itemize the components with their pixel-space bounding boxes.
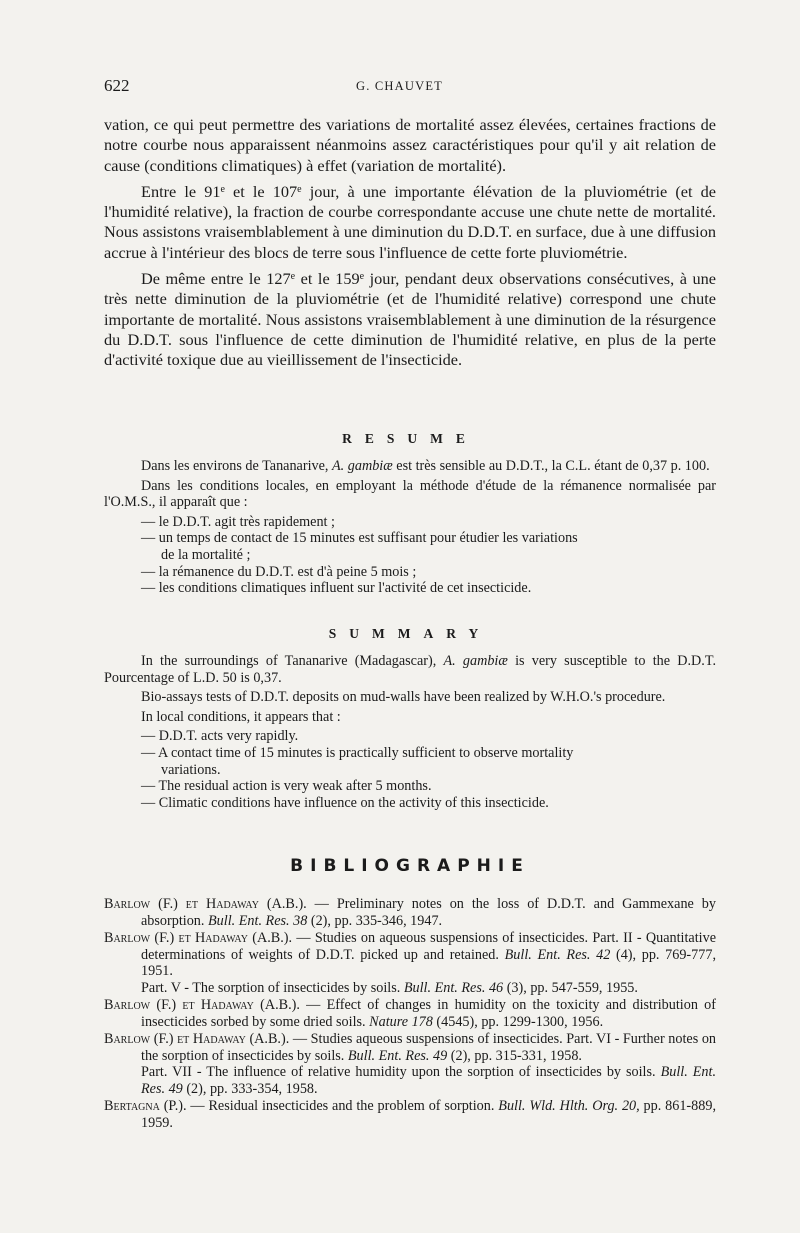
bibliography-section: [104, 856, 716, 1132]
resume-section: [104, 431, 716, 597]
list-item: — D.D.T. acts very rapidly.: [141, 728, 299, 745]
list-item: — un temps de contact de 15 minutes est suffisant pour étudier les variations: [141, 530, 578, 547]
reference: Barlow (F.) et Hadaway (A.B.). — Studies aqueous suspensions of insecticides. Part. VI - Further notes on the sorption of insecticides by soils. Bull. Ent. Res. 49 (2), pp. 315-331, 1958. Part. VII - The influence of relative humidity upon the sorption of insecticides by soils. Bull. Ent. Res. 49 (2), pp. 333-354, 1958.: [104, 1031, 717, 1097]
list-item: — The residual action is very weak after 5 months.: [141, 778, 432, 795]
paragraph: vation, ce qui peut permettre des variations de mortalité assez élevées, certaines fractions de notre courbe nous apparaissent néanmoins assez caractéristiques pour qu'il y ait relation de cause (conditions climatiques) à effet (variation de mortalité).: [104, 115, 716, 175]
paragraph: Dans les environs de Tananarive, A. gambiæ est très sensible au D.D.T., la C.L. étant de 0,37 p. 100.: [141, 458, 710, 474]
reference-list: [104, 896, 716, 1131]
list-item: — A contact time of 15 minutes is practically sufficient to observe mortality: [141, 744, 574, 761]
abstract: [104, 653, 716, 811]
list-item: — Climatic conditions have influence on the activity of this insecticide.: [141, 794, 549, 811]
list-item: de la mortalité ;: [161, 546, 251, 563]
reference: Bertagna (P.). — Residual insecticides and the problem of sorption. Bull. Wld. Hlth. Org. 20, pp. 861-889, 1959.: [104, 1098, 716, 1131]
list-item: — les conditions climatiques influent sur l'activité de cet insecticide.: [141, 580, 532, 597]
reference: Barlow (F.) et Hadaway (A.B.). — Studies on aqueous suspensions of insecticides. Part. II - Quantitative determinations of weights of D.D.T. picked up and retained. Bull. Ent. Res. 42 (4), pp. 769-777, 1951. Part. V - The sorption of insecticides by soils. Bull. Ent. Res. 46 (3), pp. 547-559, 1955.: [104, 930, 716, 996]
summary-section: [104, 626, 716, 811]
reference: Barlow (F.) et Hadaway (A.B.). — Effect of changes in humidity on the toxicity and distribution of insecticides sorbed by some dried soils. Nature 178 (4545), pp. 1299-1300, 1956.: [104, 997, 716, 1030]
section-title: SUMMARY: [328, 626, 492, 641]
bibliography-title: BIBLIOGRAPHIE: [290, 856, 530, 876]
paragraph: In the surroundings of Tananarive (Madagascar), A. gambiæ is very susceptible to the D.D.T. Pourcentage of L.D. 50 is 0,37.: [104, 653, 716, 686]
paragraph: Bio-assays tests of D.D.T. deposits on mud-walls have been realized by W.H.O.'s procedure.: [141, 689, 666, 706]
body-text: [104, 115, 716, 377]
paragraph: De même entre le 127e et le 159e jour, pendant deux observations consécutives, à une très nette diminution de la pluviométrie (et de l'humidité relative) correspond une chute importante de mortalité. Nous assistons vraisemblablement à une diminution de la résurgence du D.D.T. sous l'influence de cette diminution de l'humidité relative, en plus de la perte d'activité toxique due au vieillissement de l'insecticide.: [104, 269, 716, 370]
paragraph: Dans les conditions locales, en employant la méthode d'étude de la rémanence normalisée par l'O.M.S., il apparaît que :: [104, 477, 716, 511]
page-header: [104, 76, 716, 100]
list-item: variations.: [161, 761, 221, 778]
page-number: 622: [104, 76, 130, 95]
paragraph: Entre le 91e et le 107e jour, à une importante élévation de la pluviométrie (et de l'humidité relative), la fraction de courbe correspondante accuse une chute nette de mortalité. Nous assistons vraisemblablement à une diminution du D.D.T. en surface, due à une diffusion accrue à l'intérieur des blocs de terre sous l'influence de cette forte pluviométrie.: [104, 181, 716, 262]
list-item: — le D.D.T. agit très rapidement ;: [141, 513, 335, 530]
section-title: RESUME: [342, 431, 478, 446]
running-head: G. CHAUVET: [356, 79, 443, 93]
paragraph: In local conditions, it appears that :: [141, 708, 341, 725]
abstract: [104, 458, 716, 597]
list-item: — la rémanence du D.D.T. est d'à peine 5 mois ;: [141, 563, 417, 580]
reference: Barlow (F.) et Hadaway (A.B.). — Preliminary notes on the loss of D.D.T. and Gammexane by absorption. Bull. Ent. Res. 38 (2), pp. 335-346, 1947.: [104, 896, 716, 929]
